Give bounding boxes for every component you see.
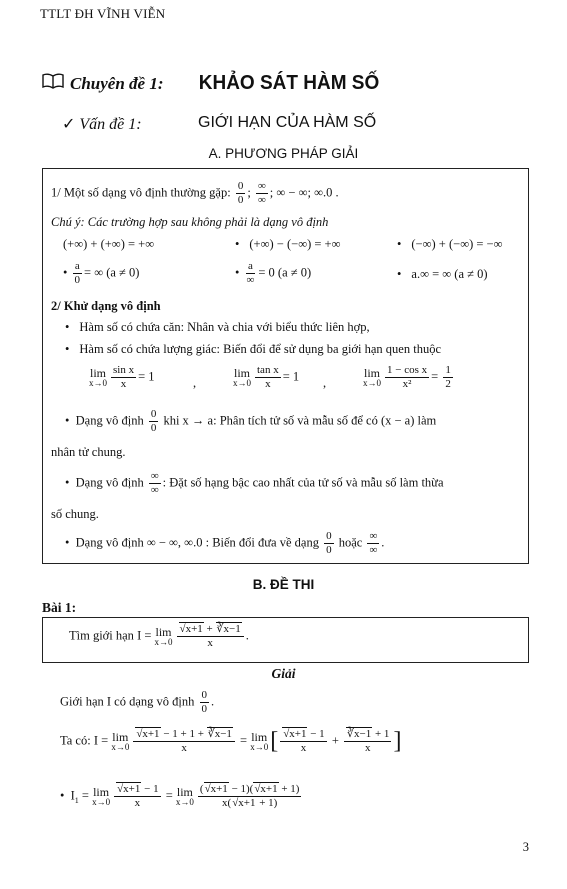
topic-label: Vấn đề 1: <box>79 116 142 133</box>
book-icon <box>42 73 64 94</box>
forms-line: 1/ Một số dạng vô định thường gặp: $\frac{0}{0}$ ; $\frac{\infty}{\infty}$ ; ∞ − ∞; ∞.0 . <box>51 180 339 206</box>
note-line: Chú ý: Các trường hợp sau không phải là dạng vô định <box>51 215 329 229</box>
row1-c: • (−∞) + (−∞) = −∞ <box>397 237 503 252</box>
b3-cont: nhân tử chung. <box>51 445 126 459</box>
bullet-trig: • Hàm số có chứa lượng giác: Biến đổi để sử dụng ba giới hạn quen thuộc <box>65 342 441 357</box>
limit-tanx: lim x→0 $\frac{\text{tan x}}{x}$ = 1 <box>233 364 300 390</box>
section-a-title: A. PHƯƠNG PHÁP GIẢI <box>208 146 359 161</box>
forms-rest: ; ∞ − ∞; ∞.0 . <box>269 185 339 200</box>
limit-sinx: lim x→0 $\frac{\text{sin x}}{x}$ = 1 <box>89 364 155 390</box>
section-b-title: B. ĐỀ THI <box>252 577 315 592</box>
bullet-inf-over-inf: • Dạng vô định $\frac{\infty}{\infty}$ : Đặt số hạng bậc cao nhất của tử số và mẫu số làm thừa <box>65 470 444 496</box>
b4-cont: số chung. <box>51 507 99 521</box>
row2-a: • $\frac{a}{0}$ = ∞ (a ≠ 0) <box>63 260 140 286</box>
forms-text: 1/ Một số dạng vô định thường gặp: <box>51 185 231 200</box>
page-header: TTLT ĐH VĨNH VIỄN <box>40 6 166 21</box>
row2-c: • a.∞ = ∞ (a ≠ 0) <box>397 267 488 282</box>
row1-a: (+∞) + (+∞) = +∞ <box>63 237 155 251</box>
limit-cosx: lim x→0 $\frac{\text{1 − cos x}}{\text{x²}}$ = $\frac{1}{2}$ <box>363 364 451 390</box>
topic-title: GIỚI HẠN CỦA HÀM SỐ <box>198 114 377 131</box>
solution-line-1: Giới hạn I có dạng vô định $\frac{0}{0}$ . <box>60 689 215 715</box>
exercise-label: Bài 1: <box>42 600 77 615</box>
checkmark-icon: ✓ <box>62 116 76 133</box>
row2-b: • $\frac{a}{\infty}$ = 0 (a ≠ 0) <box>235 260 312 286</box>
page-number: 3 <box>522 840 529 854</box>
chapter-label: Chuyên đề 1: <box>70 73 164 93</box>
bullet-sqrt: • Hàm số có chứa căn: Nhân và chia với biểu thức liên hợp, <box>65 320 370 335</box>
solution-label: Giải <box>271 666 296 681</box>
method-box: 1/ Một số dạng vô định thường gặp: $\frac{0}{0}$ ; $\frac{\infty}{\infty}$ ; ∞ − ∞; ∞.0 . Chú ý: Các trường hợp sau không phải là dạng vô định (+∞) + (+∞) = +∞ • (+∞) − (−∞) = +∞ • (−∞) + (−∞) = −∞ • $\frac{a}{0}$ = ∞ (a ≠ 0) • $\frac{a}{\infty}$ = 0 (a ≠ 0) • a.∞ = ∞ (a ≠ 0) 2/ Khử dạng vô định • Hàm số có chứa căn: Nhân và chia với biểu thức liên hợp, • Hàm số có chứa lượng giác: Biến đổi để sử dụng ba giới hạn quen thuộc lim x→0 $\frac{\text{sin x}}{x}$ = 1 , lim x→0 $\frac{\text{tan x}}{x}$ = 1 , lim x→0 $\frac{\text{1 − cos x}}{\text{x²}}$ = $\frac{1}{2}$ • Dạng vô định $\frac{0}{0}$ khi x → a: Phân tích tử số và mẫu số để có (x − a) làm nhân tử chung. • Dạng vô định $\frac{\infty}{\infty}$ : Đặt số hạng bậc cao nhất của tử số và mẫu số làm thừa số chung. • Dạng vô định ∞ − ∞, ∞.0 : Biến đổi đưa về dạng $\frac{0}{0}$ hoặc $\frac{\infty}{\infty}$ . <box>42 168 529 564</box>
problem-box <box>42 617 529 663</box>
bullet-zero-over-zero: • Dạng vô định $\frac{0}{0}$ khi x → a: Phân tích tử số và mẫu số để có (x − a) làm <box>65 408 437 434</box>
chapter-heading <box>42 72 384 95</box>
bullet-inf-minus-inf: • Dạng vô định ∞ − ∞, ∞.0 : Biến đổi đưa về dạng $\frac{0}{0}$ hoặc $\frac{\infty}{\infty}$ . <box>65 530 385 556</box>
problem-statement: Tìm giới hạn I = lim x→0 $\frac{√x+1 + ∛x-1}{x}$ . <box>69 623 249 649</box>
chapter-title: KHẢO SÁT HÀM SỐ <box>198 72 379 94</box>
p2-title: 2/ Khử dạng vô định <box>51 299 161 313</box>
solution-line-2: Ta có: I = lim x→0 $\frac{√x+1 - 1 + 1 + ∛x-1}{x}$ = lim x→0 [ $\frac{√x+1 - 1}{x}$ + $\frac{∛x-1 + 1}{x}$ ] <box>60 728 402 754</box>
solution-line-3: • $I_1$ = lim x→0 $\frac{√x+1 - 1}{x}$ = lim x→0 $\frac{(√x+1 - 1)(√x+1 + 1)}{x(√x+1 + 1)}$ <box>60 783 300 809</box>
topic-heading <box>62 114 377 134</box>
row1-b: • (+∞) − (−∞) = +∞ <box>235 237 341 252</box>
